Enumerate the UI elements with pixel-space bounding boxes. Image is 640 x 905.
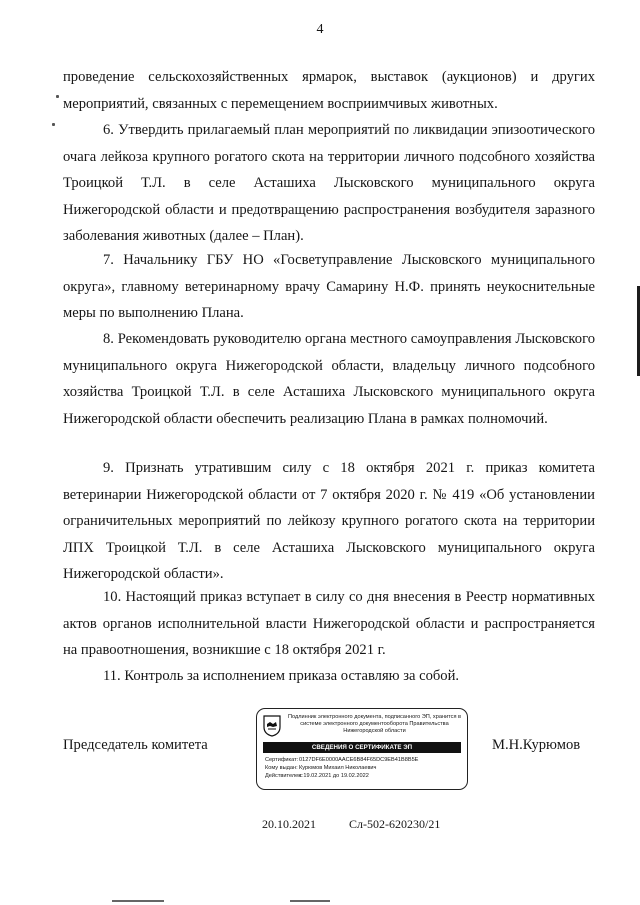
registration-number: Сл-502-620230/21 [349, 817, 441, 831]
validity-row [265, 772, 418, 780]
validity-value: с 19.02.2021 до 19.02.2022 [299, 773, 369, 779]
certificate-row [265, 756, 418, 764]
scan-speck [52, 123, 55, 126]
document-date: 20.10.2021 [262, 817, 316, 831]
scan-edge-mark [112, 900, 164, 902]
stamp-band: СВЕДЕНИЯ О СЕРТИФИКАТЕ ЭП [263, 742, 461, 753]
paragraph-10: 10. Настоящий приказ вступает в силу со дня внесения в Реестр нормативных актов органов исполнительной власти Нижегородской области и распространяется на правоотношения, возникшие с 18 октября 2021 г. [63, 589, 595, 658]
certificate-details [265, 756, 418, 780]
stamp-text: Подлинник электронного документа, подписанного ЭП, хранится в системе электронного документооборота Правительства Нижегородской области [287, 714, 462, 734]
paragraph-6: 6. Утвердить прилагаемый план мероприятий по ликвидации эпизоотического очага лейкоза крупного рогатого скота на территории личного подсобного хозяйства Троицкой Т.Л. в селе Асташиха Лысковского муниципального округа Нижегородской области и предотвращению распространения возбудителя заразного заболевания животных (далее – План). [63, 122, 595, 244]
coat-of-arms-icon [263, 715, 281, 737]
paragraph-11: 11. Контроль за исполнением приказа оставляю за собой. [103, 668, 460, 684]
certificate-value: 0127DF6E0000AACE6B84F65DC9EB41B8B5E [299, 757, 419, 763]
validity-label: Действителен: [265, 773, 303, 779]
page-number: 4 [316, 22, 324, 37]
owner-label: Кому выдан: [265, 765, 298, 771]
signatory-title: Председатель комитета [63, 737, 208, 753]
signatory-name: М.Н.Курюмов [492, 737, 581, 753]
electronic-signature-stamp [256, 708, 468, 790]
paragraph-7: 7. Начальнику ГБУ НО «Госветуправление Лысковского муниципального округа», главному ветеринарному врачу Самарину Н.Ф. принять неукоснительные меры по выполнению Плана. [63, 252, 595, 321]
owner-row [265, 764, 418, 772]
scan-speck [56, 95, 59, 98]
scan-edge-mark [290, 900, 330, 902]
owner-value: Курюмов Михаил Николаевич [299, 765, 377, 771]
paragraph-continuation: проведение сельскохозяйственных ярмарок, выставок (аукционов) и других мероприятий, связанных с перемещением восприимчивых животных. [63, 69, 595, 112]
paragraph-9: 9. Признать утратившим силу с 18 октября 2021 г. приказ комитета ветеринарии Нижегородской области от 7 октября 2020 г. № 419 «Об установлении ограничительных мероприятий по лейкозу крупного рогатого скота на территории ЛПХ Троицкой Т.Л. в селе Асташиха Лысковского муниципального округа Нижегородской области». [63, 460, 595, 582]
paragraph-8: 8. Рекомендовать руководителю органа местного самоуправления Лысковского муниципального округа Нижегородской области, владельцу личного подсобного хозяйства Троицкой Т.Л. в селе Асташиха Лысковского муниципального округа Нижегородской области обеспечить реализацию Плана в рамках полномочий. [63, 331, 595, 427]
certificate-label: Сертификат: [265, 757, 299, 763]
